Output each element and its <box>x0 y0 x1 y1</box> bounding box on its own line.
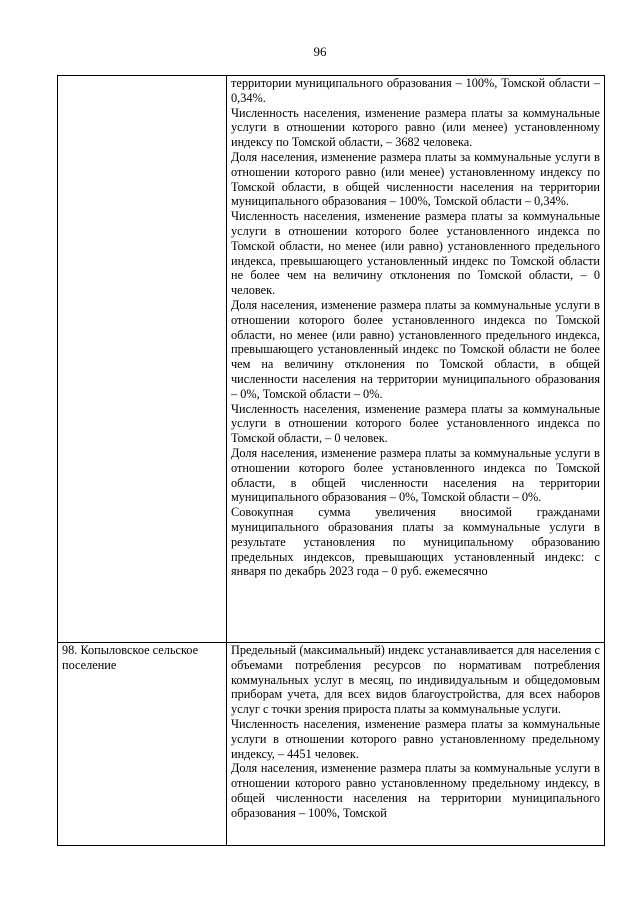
page-number: 96 <box>313 44 327 59</box>
paragraph: Совокупная сумма увеличения вносимой гражданами муниципального образования платы за коммунальные услуги в результате установления по муниципальному образованию предельных индексов, превышающих установленный индекс: с января по декабрь 2023 года – 0 руб. ежемесячно <box>231 505 600 579</box>
paragraph: Численность населения, изменение размера платы за коммунальные услуги в отношении которого равно (или менее) установленному индексу по Томской области, – 3682 человека. <box>231 105 600 150</box>
paragraph: Предельный (максимальный) индекс устанавливается для населения с объемами потребления ресурсов по нормативам потребления коммунальных услуг в месяц, по индивидуальным и общедомовым приборам учета, для всех видов благоустройства, для всех наборов услуг с точки зрения прироста платы за коммунальные услуги. <box>231 643 600 717</box>
paragraph: Доля населения, изменение размера платы за коммунальные услуги в отношении которого равно (или менее) установленному индексу по Томской области, в общей численности населения на территории муниципального образования – 100%, Томской области – 0,34%. <box>231 149 600 209</box>
document-table <box>57 75 605 846</box>
paragraph: Доля населения, изменение размера платы за коммунальные услуги в отношении которого более установленного индекса по Томской области, но менее (или равно) установленного предельного индекса, превышающего установленный индекс по Томской области не более чем на величину отклонения по Томской области, в общей численности населения на территории муниципального образования – 0%, Томской области – 0%. <box>231 297 600 401</box>
paragraph: Численность населения, изменение размера платы за коммунальные услуги в отношении которого равно установленному предельному индексу, – 4451 человек. <box>231 716 600 761</box>
description-cell <box>227 643 605 846</box>
description-content <box>231 643 600 821</box>
paragraph: Численность населения, изменение размера платы за коммунальные услуги в отношении которого более установленного индекса по Томской области, но менее (или равно) установленного предельного индекса, превышающего установленный индекс по Томской области не более чем на величину отклонения по Томской области, – 0 человек. <box>231 209 600 298</box>
description-cell <box>227 76 605 643</box>
municipality-name-cell: 98. Копыловское сельское поселение <box>58 643 227 846</box>
paragraph: территории муниципального образования – 100%, Томской области – 0,34%. <box>231 76 600 105</box>
paragraph: Численность населения, изменение размера платы за коммунальные услуги в отношении которого более установленного индекса по Томской области, – 0 человек. <box>231 401 600 446</box>
table-row <box>58 643 605 846</box>
municipality-name-cell <box>58 76 227 643</box>
paragraph: Доля населения, изменение размера платы за коммунальные услуги в отношении которого равно установленному предельному индексу, в общей численности населения на территории муниципального образования – 100%, Томской <box>231 761 600 820</box>
table-row <box>58 76 605 643</box>
paragraph: Доля населения, изменение размера платы за коммунальные услуги в отношении которого более установленного индекса по Томской области, в общей численности населения на территории муниципального образования – 0%, Томской области – 0%. <box>231 445 600 505</box>
